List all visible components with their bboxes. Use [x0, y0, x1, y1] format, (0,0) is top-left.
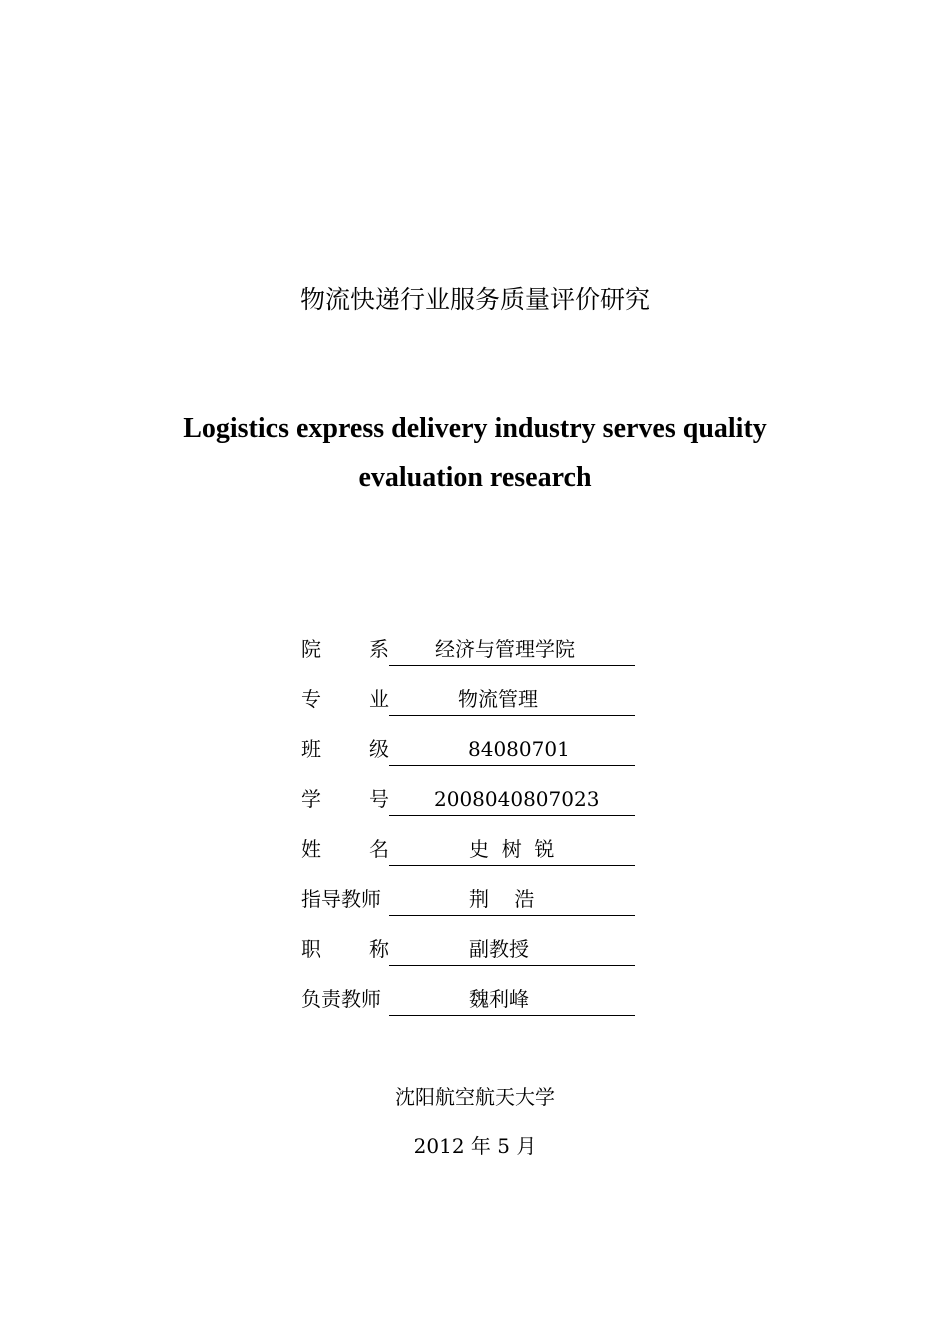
info-label-title: 职 称 — [301, 937, 389, 961]
info-label-major: 专 业 — [301, 687, 389, 711]
info-label-responsible-teacher: 负责教师 — [301, 987, 381, 1011]
info-label-advisor: 指导教师 — [301, 887, 381, 911]
thesis-title-english-line-1: Logistics express delivery industry serves quality — [183, 413, 767, 444]
submission-date: 2012 年 5 月 — [413, 1134, 537, 1158]
info-value-responsible-teacher: 魏利峰 — [389, 981, 635, 1016]
info-value-class: 84080701 — [389, 731, 635, 766]
thesis-title-english — [150, 404, 800, 502]
info-label-class: 班 级 — [301, 737, 389, 761]
info-row-name — [301, 831, 641, 881]
info-value-advisor: 荆 浩 — [389, 881, 635, 916]
info-label-name: 姓 名 — [301, 837, 389, 861]
info-value-major: 物流管理 — [389, 681, 635, 716]
info-value-department: 经济与管理学院 — [389, 631, 635, 666]
info-value-student-id: 2008040807023 — [389, 781, 635, 816]
info-row-title — [301, 931, 641, 981]
info-row-student-id — [301, 781, 641, 831]
info-row-department — [301, 631, 641, 681]
info-row-responsible-teacher — [301, 981, 641, 1031]
student-info-block — [301, 631, 641, 1031]
university-name: 沈阳航空航天大学 — [395, 1085, 555, 1109]
info-row-advisor — [301, 881, 641, 931]
thesis-title-english-line-2: evaluation research — [358, 462, 592, 493]
info-row-major — [301, 681, 641, 731]
info-value-name: 史 树 锐 — [389, 831, 635, 866]
info-value-title: 副教授 — [389, 931, 635, 966]
thesis-title-chinese: 物流快递行业服务质量评价研究 — [299, 285, 650, 314]
info-label-department: 院 系 — [301, 637, 389, 661]
info-label-student-id: 学 号 — [301, 787, 389, 811]
info-row-class — [301, 731, 641, 781]
